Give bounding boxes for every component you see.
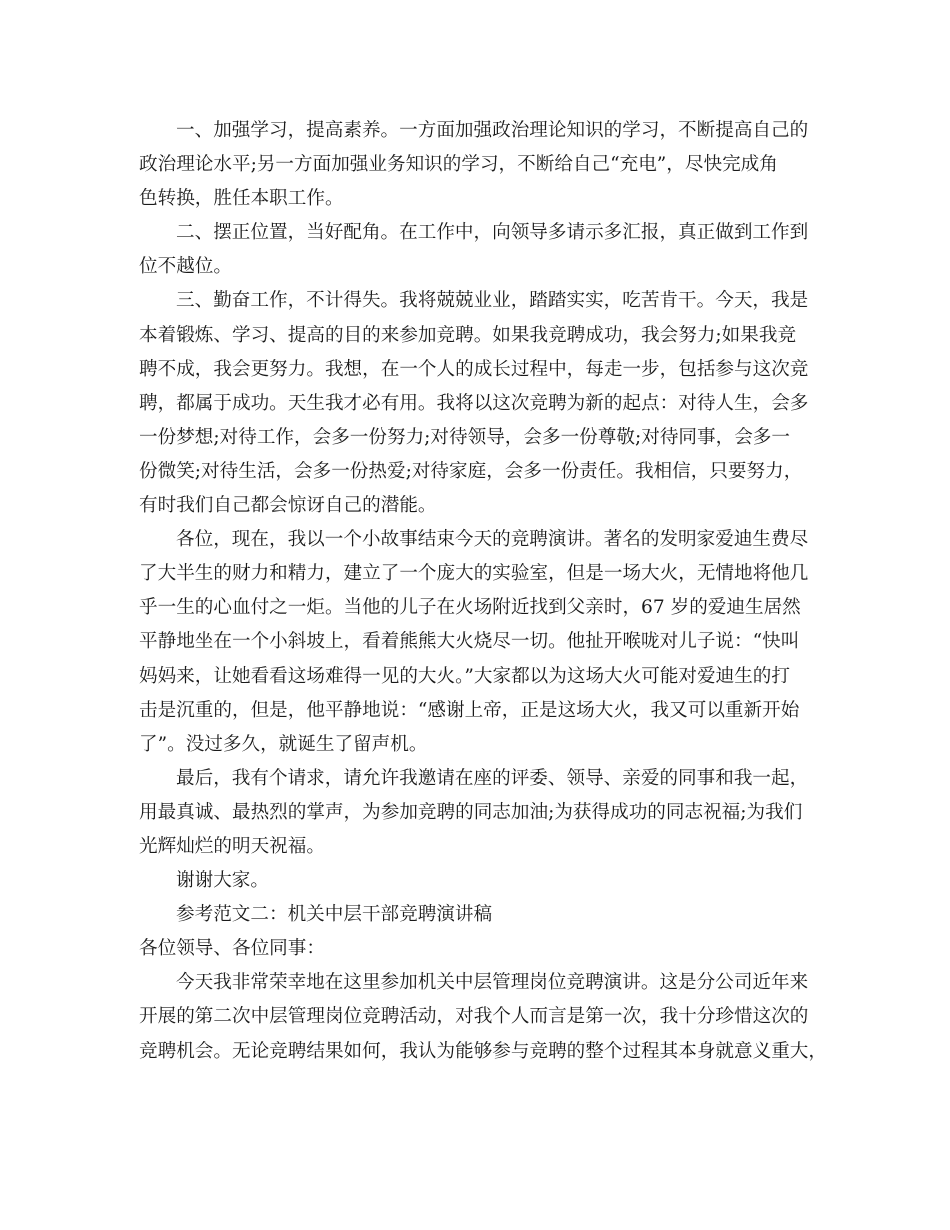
text-line: 乎一生的心血付之一炬。当他的儿子在火场附近找到父亲时，67 岁的爱迪生居然 [139, 597, 801, 619]
text-line: 聘，都属于成功。天生我才必有用。我将以这次竞聘为新的起点：对待人生，会多 [139, 392, 809, 414]
salutation: 各位领导、各位同事： [139, 938, 325, 960]
text-line: 一、加强学习，提高素养。一方面加强政治理论知识的学习，不断提高自己的 [176, 120, 809, 141]
text-line: 击是沉重的，但是，他平静地说：“感谢上帝，正是这场大火，我又可以重新开始 [139, 699, 800, 721]
text-line: 光辉灿烂的明天祝福。 [139, 835, 325, 857]
text-line: 用最真诚、最热烈的掌声，为参加竞聘的同志加油;为获得成功的同志祝福;为我们 [139, 801, 803, 823]
text-line: 今天我非常荣幸地在这里参加机关中层管理岗位竞聘演讲。这是分公司近年来 [176, 972, 809, 994]
text-line: 了”。没过多久，就诞生了留声机。 [139, 733, 428, 755]
text-line: 妈妈来，让她看看这场难得一见的大火。”大家都以为这场大火可能对爱迪生的打 [139, 665, 790, 687]
document-body [139, 114, 827, 1069]
text-line: 聘不成，我会更努力。我想，在一个人的成长过程中，每走一步，包括参与这次竞 [139, 358, 809, 380]
text-line: 了大半生的财力和精力，建立了一个庞大的实验室，但是一场大火，无情地将他几 [139, 563, 809, 585]
text-line: 竞聘机会。无论竞聘结果如何，我认为能够参与竞聘的整个过程其本身就意义重大， [139, 1040, 827, 1062]
text-line: 政治理论水平;另一方面加强业务知识的学习，不断给自己“充电”，尽快完成角 [139, 154, 778, 176]
text-line: 三、勤奋工作，不计得失。我将兢兢业业，踏踏实实，吃苦肯干。今天，我是 [176, 290, 809, 312]
text-line: 开展的第二次中层管理岗位竞聘活动，对我个人而言是第一次，我十分珍惜这次的 [139, 1006, 809, 1028]
text-line: 位不越位。 [139, 256, 232, 278]
text-line: 一份梦想;对待工作，会多一份努力;对待领导，会多一份尊敬;对待同事，会多一 [139, 426, 790, 448]
text-line: 色转换，胜任本职工作。 [139, 188, 344, 210]
text-line: 本着锻炼、学习、提高的目的来参加竞聘。如果我竞聘成功，我会努力;如果我竞 [139, 324, 797, 346]
text-line: 最后，我有个请求，请允许我邀请在座的评委、领导、亲爱的同事和我一起， [176, 767, 809, 789]
text-line: 各位，现在，我以一个小故事结束今天的竞聘演讲。著名的发明家爱迪生费尽 [176, 529, 809, 551]
section-heading: 参考范文二：机关中层干部竞聘演讲稿 [176, 904, 493, 926]
text-line: 谢谢大家。 [176, 870, 269, 892]
text-line: 有时我们自己都会惊讶自己的潜能。 [139, 495, 437, 517]
text-line: 平静地坐在一个小斜坡上，看着熊熊大火烧尽一切。他扯开喉咙对儿子说：“快叫 [139, 631, 800, 653]
text-line: 二、摆正位置，当好配角。在工作中，向领导多请示多汇报，真正做到工作到 [176, 222, 809, 244]
text-line: 份微笑;对待生活，会多一份热爱;对待家庭，会多一份责任。我相信，只要努力， [139, 460, 803, 482]
